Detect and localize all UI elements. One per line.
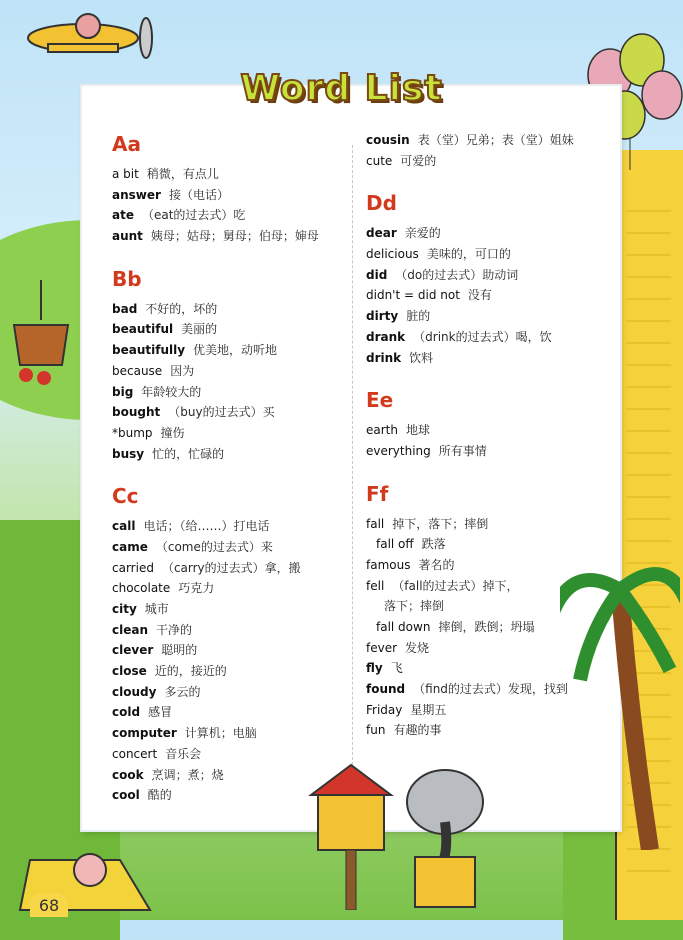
list-item: fly 飞 (366, 661, 403, 676)
list-item: fall down 摔倒，跌倒；坍塌 (376, 620, 535, 634)
left-column (112, 130, 352, 806)
list-item: bought （buy的过去式）买 (112, 405, 275, 420)
list-item: aunt 姨母；姑母；舅母；伯母；婶母 (112, 229, 319, 244)
list-item: fall off 跌落 (376, 537, 446, 552)
list-item: did （do的过去式）助动词 (366, 267, 519, 282)
section-bb-entries (112, 299, 352, 465)
list-item: cook 烹调；煮；烧 (112, 767, 224, 782)
list-item: busy 忙的，忙碌的 (112, 446, 225, 461)
page-number: 68 (30, 893, 68, 917)
elephant-illustration (395, 762, 495, 912)
list-item: came （come的过去式）来 (112, 539, 273, 554)
palm-tree-illustration (560, 470, 680, 850)
bucket-illustration (6, 280, 76, 390)
list-item: cold 感冒 (112, 705, 173, 720)
list-item: cloudy 多云的 (112, 684, 201, 699)
list-item: didn't = did not 没有 (366, 288, 492, 303)
section-head-ff: Ff (366, 481, 389, 506)
section-dd-entries (366, 223, 616, 368)
list-item: dear 亲爱的 (366, 226, 441, 241)
list-item: carried （carry的过去式）拿，搬 (112, 560, 301, 575)
list-item: famous 著名的 (366, 557, 455, 572)
airplane-illustration (8, 8, 158, 68)
list-item: Friday 星期五 (366, 702, 447, 717)
list-item: bad 不好的，坏的 (112, 301, 218, 316)
list-item: because 因为 (112, 363, 195, 378)
mailbox-illustration (306, 760, 396, 910)
list-item: everything 所有事情 (366, 443, 487, 458)
title-wrap (0, 68, 683, 109)
list-item: computer 计算机；电脑 (112, 726, 257, 741)
section-head-dd: Dd (366, 191, 397, 216)
column-divider (352, 145, 353, 805)
list-item: fun 有趣的事 (366, 723, 442, 738)
list-item: ate （eat的过去式）吃 (112, 208, 246, 223)
list-item: drank （drink的过去式）喝，饮 (366, 329, 552, 344)
list-item: dirty 脏的 (366, 309, 431, 324)
list-item: drink 饮料 (366, 350, 434, 365)
list-item: concert 音乐会 (112, 746, 202, 761)
section-head-bb: Bb (112, 266, 142, 291)
list-item: chocolate 巧克力 (112, 581, 215, 596)
page-title: Word List (240, 68, 443, 109)
list-item: beautifully 优美地，动听地 (112, 343, 278, 358)
list-item: call 电话；（给……）打电话 (112, 519, 270, 534)
list-item: earth 地球 (366, 423, 430, 438)
list-item: clever 聪明的 (112, 643, 198, 658)
section-head-ee: Ee (366, 388, 394, 413)
section-aa-entries (112, 164, 352, 247)
list-item: delicious 美味的，可口的 (366, 247, 511, 262)
list-item: fell （fall的过去式）掉下， (366, 578, 519, 593)
list-item: fever 发烧 (366, 640, 430, 655)
section-ee-entries (366, 420, 616, 461)
list-item: *bump 撞伤 (112, 425, 185, 440)
list-item: cute 可爱的 (366, 153, 437, 168)
section-cc-continued (366, 130, 616, 171)
section-head-cc: Cc (112, 484, 139, 509)
list-item: close 近的，接近的 (112, 664, 227, 679)
list-item: fall 掉下，落下；摔倒 (366, 516, 489, 531)
list-item: answer 接（电话） (112, 187, 229, 202)
list-item: beautiful 美丽的 (112, 322, 218, 337)
list-item: found （find的过去式）发现，找到 (366, 682, 568, 697)
list-item: a bit 稍微，有点儿 (112, 167, 219, 181)
list-item: city 城市 (112, 602, 169, 616)
list-item: clean 干净的 (112, 622, 193, 637)
list-item: cousin 表（堂）兄弟；表（堂）姐妹 (366, 133, 574, 147)
list-item: big 年龄较大的 (112, 384, 202, 399)
list-item: cool 酷的 (112, 788, 172, 803)
section-head-aa: Aa (112, 132, 141, 156)
list-item: 落下；摔倒 (384, 599, 445, 614)
